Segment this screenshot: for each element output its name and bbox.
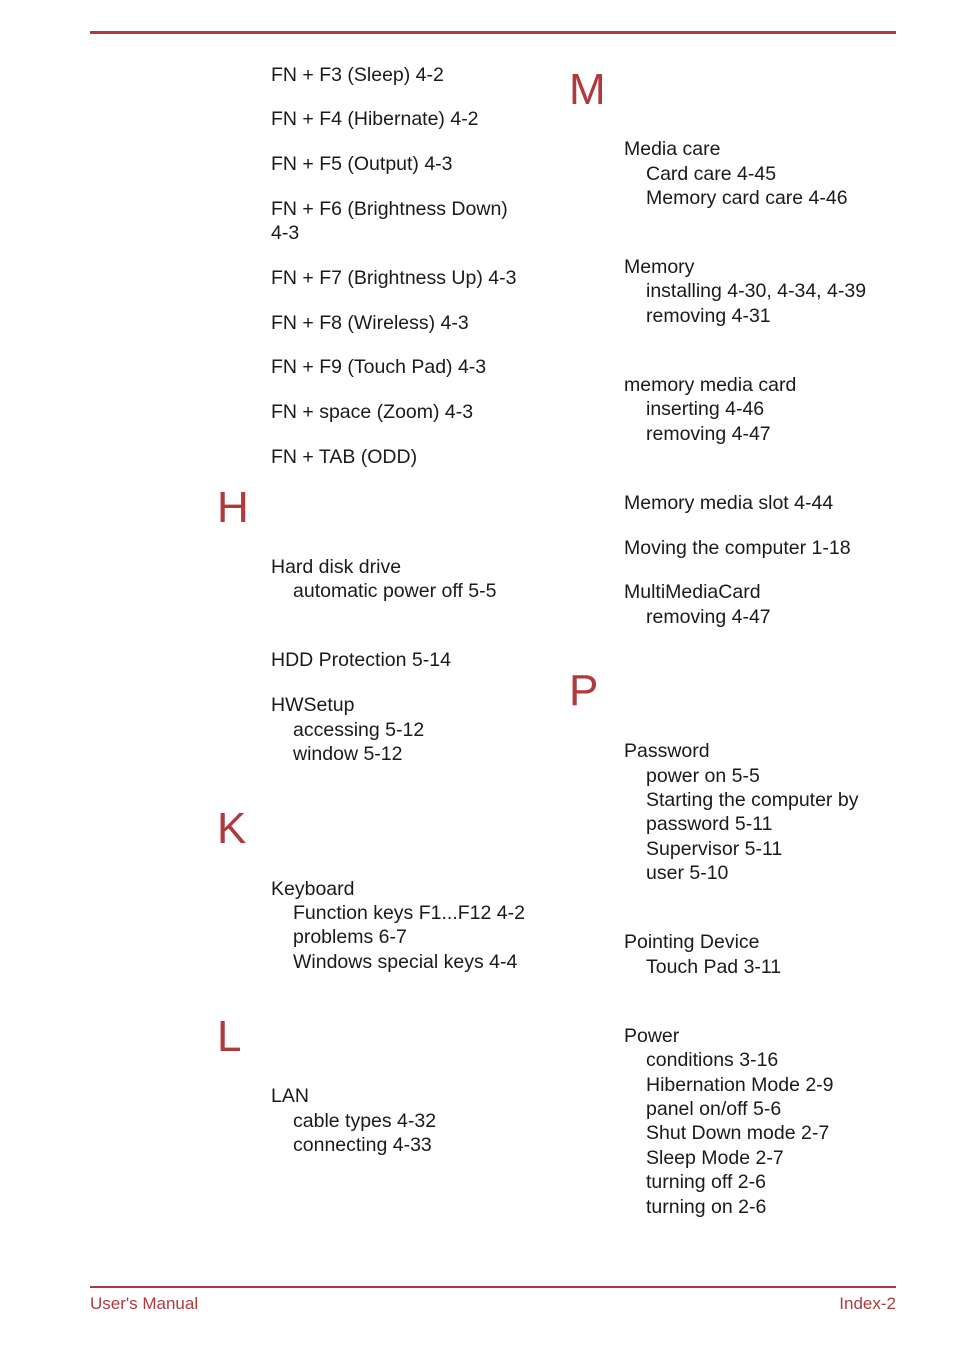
footer-page-number: Index-2 xyxy=(839,1294,896,1313)
index-subentry: user 5-10 xyxy=(646,862,729,884)
index-subentry: Windows special keys 4-4 xyxy=(293,951,518,973)
section-letter-l: L xyxy=(217,1012,242,1061)
index-entry-pointing-device: Pointing Device xyxy=(624,931,760,953)
footer-rule xyxy=(90,1286,896,1288)
index-entry-fn-f8: FN + F8 (Wireless) 4-3 xyxy=(271,312,469,334)
index-subentry: removing 4-47 xyxy=(646,606,771,628)
index-entry-password: Password xyxy=(624,740,710,762)
index-subentry: inserting 4-46 xyxy=(646,398,765,420)
index-entry-keyboard: Keyboard xyxy=(271,878,355,900)
index-subentry: turning on 2-6 xyxy=(646,1196,767,1218)
index-entry-memory-media-slot: Memory media slot 4-44 xyxy=(624,492,834,514)
index-subentry: Function keys F1...F12 4-2 xyxy=(293,902,525,924)
index-subentry: Starting the computer by xyxy=(646,789,859,811)
index-entry-fn-f4: FN + F4 (Hibernate) 4-2 xyxy=(271,108,479,130)
index-subentry: power on 5-5 xyxy=(646,765,760,787)
index-subentry: Hibernation Mode 2-9 xyxy=(646,1074,834,1096)
footer-manual-title: User's Manual xyxy=(90,1294,199,1313)
index-entry-media-care: Media care xyxy=(624,138,721,160)
index-subentry: turning off 2-6 xyxy=(646,1171,766,1193)
index-entry-hwsetup: HWSetup xyxy=(271,694,355,716)
index-subentry: connecting 4-33 xyxy=(293,1134,432,1156)
index-subentry: panel on/off 5-6 xyxy=(646,1098,782,1120)
index-subentry: password 5-11 xyxy=(646,813,773,835)
index-subentry: Shut Down mode 2-7 xyxy=(646,1122,830,1144)
index-subentry: installing 4-30, 4-34, 4-39 xyxy=(646,280,867,302)
index-entry-hdd-protection: HDD Protection 5-14 xyxy=(271,649,451,671)
index-subentry: accessing 5-12 xyxy=(293,719,425,741)
index-subentry: automatic power off 5-5 xyxy=(293,580,497,602)
index-subentry: Sleep Mode 2-7 xyxy=(646,1147,784,1169)
header-rule xyxy=(90,31,896,34)
index-entry-fn-f3: FN + F3 (Sleep) 4-2 xyxy=(271,64,444,86)
index-entry-fn-tab: FN + TAB (ODD) xyxy=(271,446,418,468)
index-subentry: window 5-12 xyxy=(293,743,403,765)
index-subentry: problems 6-7 xyxy=(293,926,407,948)
index-subentry: Touch Pad 3-11 xyxy=(646,956,782,978)
index-entry-fn-f5: FN + F5 (Output) 4-3 xyxy=(271,153,453,175)
index-subentry: Memory card care 4-46 xyxy=(646,187,848,209)
index-entry-multimediacard: MultiMediaCard xyxy=(624,581,761,603)
section-letter-p: P xyxy=(569,666,599,715)
index-subentry: removing 4-31 xyxy=(646,305,771,327)
index-entry-fn-f7: FN + F7 (Brightness Up) 4-3 xyxy=(271,267,517,289)
index-subentry: conditions 3-16 xyxy=(646,1049,779,1071)
section-letter-h: H xyxy=(217,483,249,532)
index-subentry: Card care 4-45 xyxy=(646,163,777,185)
index-entry-fn-f6-page: 4-3 xyxy=(271,222,300,244)
index-entry-memory-media-card: memory media card xyxy=(624,374,797,396)
index-subentry: Supervisor 5-11 xyxy=(646,838,783,860)
index-subentry: cable types 4-32 xyxy=(293,1110,437,1132)
section-letter-k: K xyxy=(217,804,247,853)
index-entry-memory: Memory xyxy=(624,256,695,278)
section-letter-m: M xyxy=(569,65,606,114)
index-entry-lan: LAN xyxy=(271,1085,309,1107)
index-entry-fn-f6: FN + F6 (Brightness Down) xyxy=(271,198,508,220)
index-entry-fn-space: FN + space (Zoom) 4-3 xyxy=(271,401,474,423)
index-entry-hard-disk: Hard disk drive xyxy=(271,556,402,578)
index-entry-moving: Moving the computer 1-18 xyxy=(624,537,851,559)
index-subentry: removing 4-47 xyxy=(646,423,771,445)
index-entry-power: Power xyxy=(624,1025,680,1047)
index-entry-fn-f9: FN + F9 (Touch Pad) 4-3 xyxy=(271,356,487,378)
